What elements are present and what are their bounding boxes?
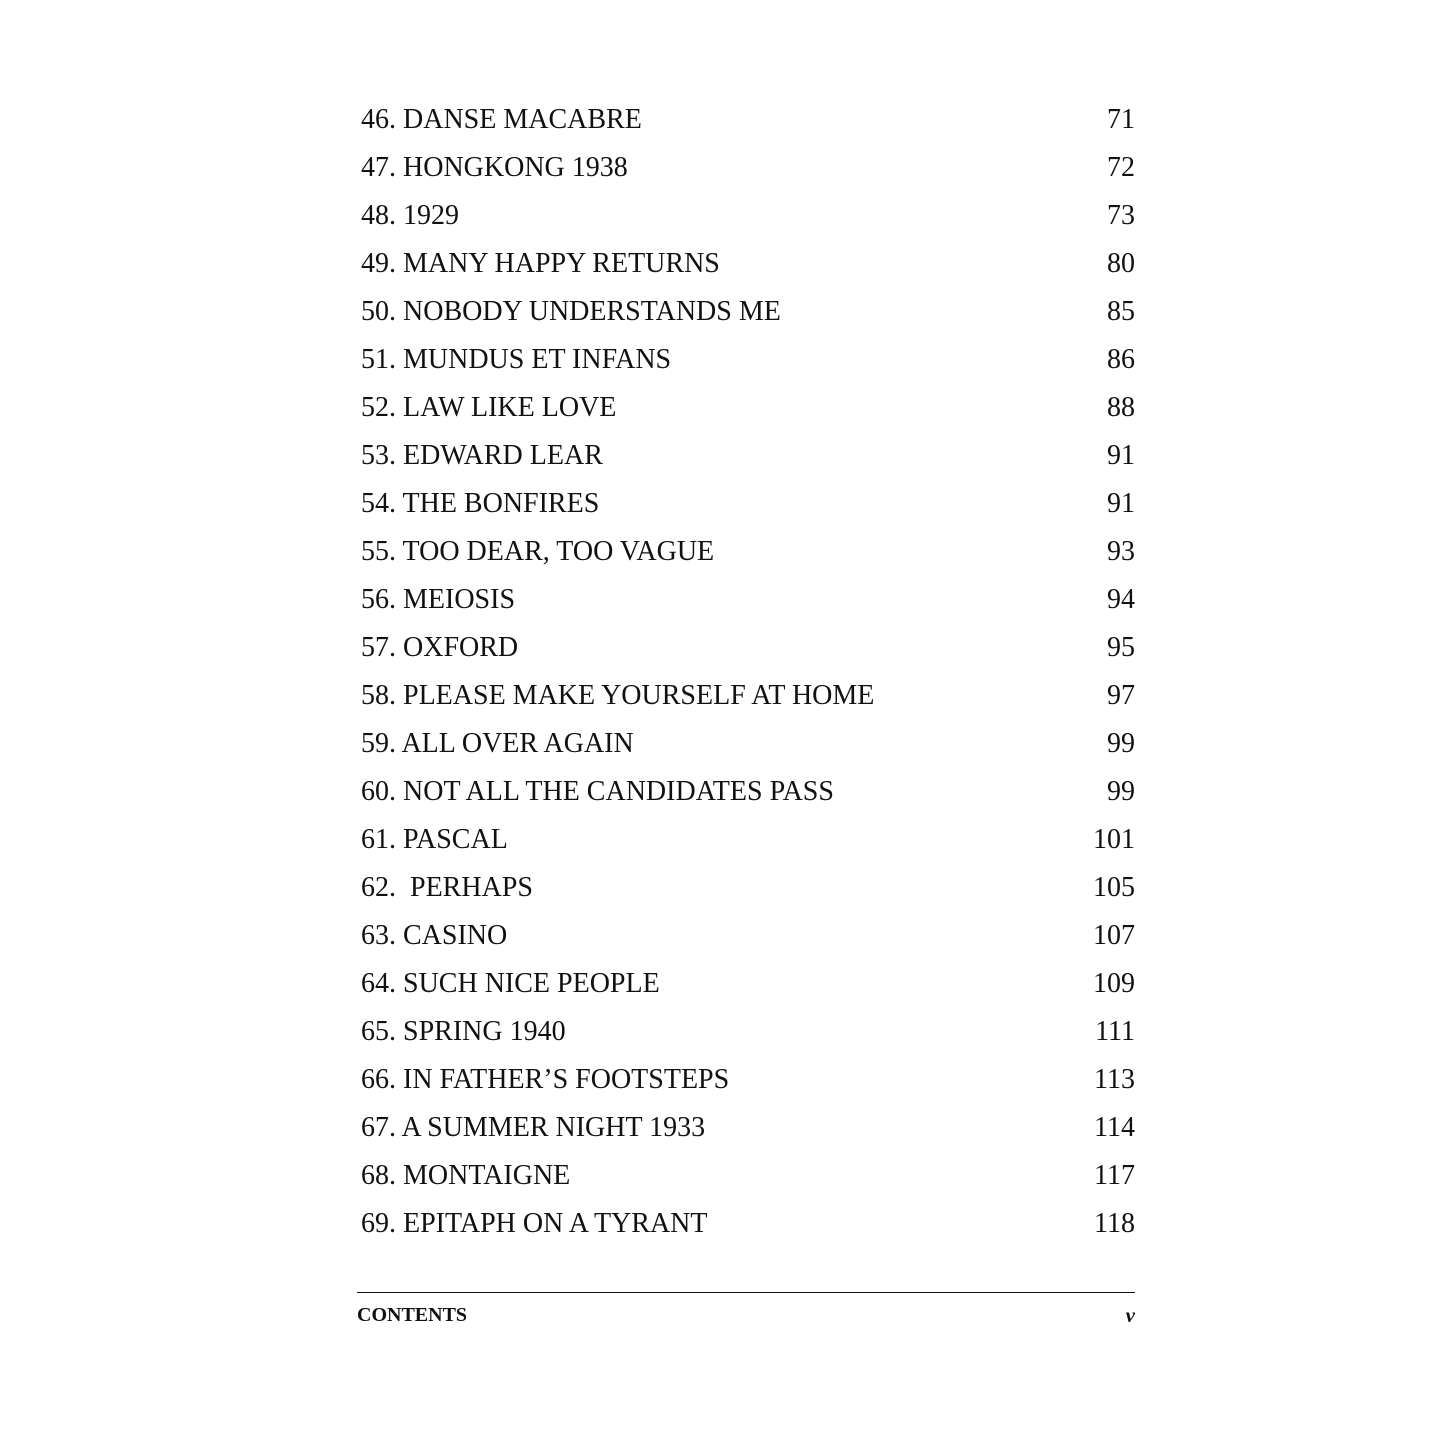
toc-entry-page-number: 91 bbox=[1107, 488, 1135, 519]
toc-entry bbox=[361, 624, 1135, 672]
toc-entry bbox=[361, 144, 1135, 192]
toc-entry-page-number: 99 bbox=[1107, 776, 1135, 807]
toc-entry-title: 69. EPITAPH ON A TYRANT bbox=[361, 1208, 708, 1239]
toc-entry-title: 54. THE BONFIRES bbox=[361, 488, 600, 519]
toc-entry-page-number: 80 bbox=[1107, 248, 1135, 279]
toc-entry bbox=[361, 576, 1135, 624]
toc-entry bbox=[361, 528, 1135, 576]
toc-entry bbox=[361, 96, 1135, 144]
toc-entry bbox=[361, 240, 1135, 288]
toc-entry bbox=[361, 1200, 1135, 1248]
toc-entry-page-number: 71 bbox=[1107, 104, 1135, 135]
toc-entry-page-number: 88 bbox=[1107, 392, 1135, 423]
toc-entry-title: 61. PASCAL bbox=[361, 824, 508, 855]
toc-entry-title: 49. MANY HAPPY RETURNS bbox=[361, 248, 720, 279]
toc-entry-page-number: 97 bbox=[1107, 680, 1135, 711]
toc-entry-title: 47. HONGKONG 1938 bbox=[361, 152, 628, 183]
toc-entry-page-number: 109 bbox=[1093, 968, 1135, 999]
toc-entry-page-number: 73 bbox=[1107, 200, 1135, 231]
toc-entry-title: 52. LAW LIKE LOVE bbox=[361, 392, 617, 423]
toc-entry bbox=[361, 480, 1135, 528]
toc-entry-title: 65. SPRING 1940 bbox=[361, 1016, 566, 1047]
toc-entry bbox=[361, 768, 1135, 816]
toc-entry-page-number: 111 bbox=[1095, 1016, 1135, 1047]
toc-entry-page-number: 72 bbox=[1107, 152, 1135, 183]
toc-entry-page-number: 99 bbox=[1107, 728, 1135, 759]
toc-entry-title: 66. IN FATHER’S FOOTSTEPS bbox=[361, 1064, 730, 1095]
toc-entry-page-number: 95 bbox=[1107, 632, 1135, 663]
toc-entry-page-number: 94 bbox=[1107, 584, 1135, 615]
toc-entry bbox=[361, 816, 1135, 864]
toc-entry-title: 57. OXFORD bbox=[361, 632, 519, 663]
toc-entry-title: 46. DANSE MACABRE bbox=[361, 104, 642, 135]
toc-entry-title: 60. NOT ALL THE CANDIDATES PASS bbox=[361, 776, 834, 807]
toc-entry bbox=[361, 1104, 1135, 1152]
toc-entry-page-number: 118 bbox=[1094, 1208, 1135, 1239]
toc-entry-page-number: 86 bbox=[1107, 344, 1135, 375]
toc-entry-page-number: 117 bbox=[1094, 1160, 1135, 1191]
toc-entry bbox=[361, 288, 1135, 336]
footer-divider bbox=[357, 1292, 1135, 1293]
toc-entry-page-number: 93 bbox=[1107, 536, 1135, 567]
toc-entry-page-number: 113 bbox=[1094, 1064, 1135, 1095]
toc-entry bbox=[361, 912, 1135, 960]
toc-entry bbox=[361, 864, 1135, 912]
toc-entry-title: 55. TOO DEAR, TOO VAGUE bbox=[361, 536, 715, 567]
toc-entry-title: 56. MEIOSIS bbox=[361, 584, 516, 615]
toc-entry-title: 58. PLEASE MAKE YOURSELF AT HOME bbox=[361, 680, 875, 711]
toc-entry-title: 51. MUNDUS ET INFANS bbox=[361, 344, 672, 375]
toc-entry bbox=[361, 336, 1135, 384]
toc-entry-page-number: 91 bbox=[1107, 440, 1135, 471]
toc-entry bbox=[361, 432, 1135, 480]
table-of-contents bbox=[361, 96, 1135, 1248]
toc-entry-title: 48. 1929 bbox=[361, 200, 459, 231]
page-number: v bbox=[1125, 1303, 1135, 1327]
toc-entry bbox=[361, 384, 1135, 432]
toc-entry-page-number: 85 bbox=[1107, 296, 1135, 327]
toc-entry-page-number: 105 bbox=[1093, 872, 1135, 903]
toc-entry-title: 68. MONTAIGNE bbox=[361, 1160, 571, 1191]
toc-entry bbox=[361, 1008, 1135, 1056]
toc-entry-title: 64. SUCH NICE PEOPLE bbox=[361, 968, 660, 999]
toc-entry bbox=[361, 192, 1135, 240]
toc-entry-title: 67. A SUMMER NIGHT 1933 bbox=[361, 1112, 706, 1143]
toc-entry bbox=[361, 1152, 1135, 1200]
toc-entry-title: 59. ALL OVER AGAIN bbox=[361, 728, 634, 759]
toc-entry bbox=[361, 960, 1135, 1008]
toc-entry bbox=[361, 672, 1135, 720]
toc-entry bbox=[361, 1056, 1135, 1104]
toc-entry-title: 50. NOBODY UNDERSTANDS ME bbox=[361, 296, 781, 327]
toc-entry-page-number: 114 bbox=[1094, 1112, 1135, 1143]
toc-entry bbox=[361, 720, 1135, 768]
toc-entry-page-number: 101 bbox=[1093, 824, 1135, 855]
toc-entry-title: 62. PERHAPS bbox=[361, 872, 533, 903]
toc-entry-page-number: 107 bbox=[1093, 920, 1135, 951]
footer-running-head: CONTENTS bbox=[357, 1304, 468, 1326]
toc-entry-title: 63. CASINO bbox=[361, 920, 508, 951]
toc-entry-title: 53. EDWARD LEAR bbox=[361, 440, 603, 471]
